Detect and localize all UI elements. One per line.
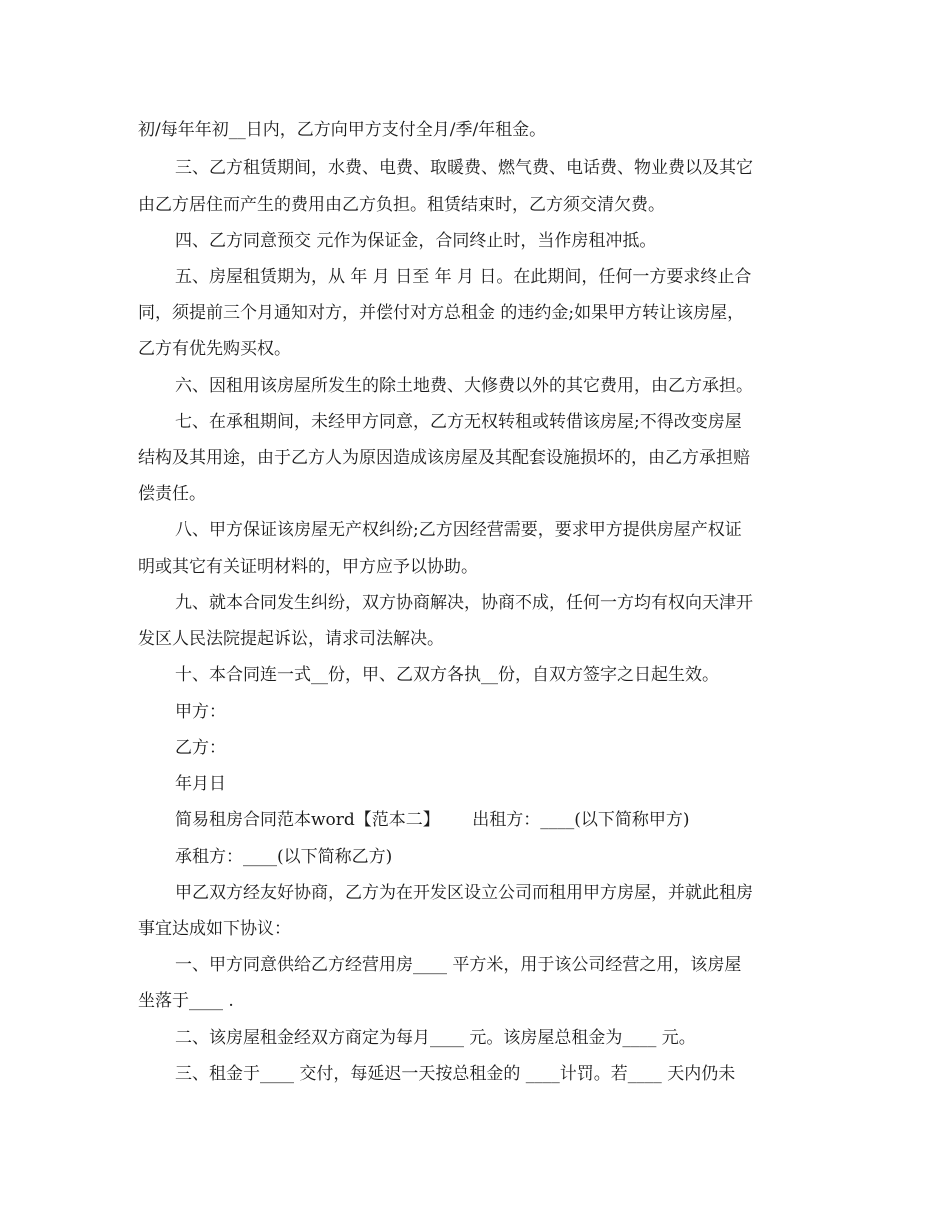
signature-date: 年月日 bbox=[175, 774, 226, 794]
text-line: 结构及其用途，由于乙方人为原因造成该房屋及其配套设施损坏的，由乙方承担赔 bbox=[138, 448, 750, 468]
section-heading-sample-two: 简易租房合同范本word【范本二】 出租方：____(以下简称甲方) bbox=[175, 810, 690, 830]
text-line: 一、甲方同意供给乙方经营用房____ 平方米，用于该公司经营之用，该房屋 bbox=[175, 955, 742, 975]
text-line: 偿责任。 bbox=[138, 484, 206, 504]
text-line: 发区人民法院提起诉讼，请求司法解决。 bbox=[138, 629, 444, 649]
text-line: 九、就本合同发生纠纷，双方协商解决，协商不成，任何一方均有权向天津开 bbox=[175, 593, 753, 613]
signature-party-a: 甲方： bbox=[175, 702, 226, 722]
text-line: 七、在承租期间，未经甲方同意，乙方无权转租或转借该房屋;不得改变房屋 bbox=[175, 412, 742, 432]
text-line: 五、房屋租赁期为，从 年 月 日至 年 月 日。在此期间，任何一方要求终止合 bbox=[175, 267, 752, 287]
text-line: 承租方：____(以下简称乙方) bbox=[175, 847, 393, 867]
text-line: 四、乙方同意预交 元作为保证金，合同终止时，当作房租冲抵。 bbox=[175, 231, 657, 251]
text-line: 初/每年年初__日内，乙方向甲方支付全月/季/年租金。 bbox=[138, 120, 547, 140]
text-line: 三、租金于____ 交付，每延迟一天按总租金的 ____计罚。若____ 天内仍未 bbox=[175, 1064, 736, 1084]
text-line: 六、因租用该房屋所发生的除土地费、大修费以外的其它费用，由乙方承担。 bbox=[175, 376, 753, 396]
text-line: 甲乙双方经友好协商，乙方为在开发区设立公司而租用甲方房屋，并就此租房 bbox=[175, 883, 753, 903]
text-line: 乙方有优先购买权。 bbox=[138, 339, 291, 359]
signature-party-b: 乙方： bbox=[175, 738, 226, 758]
text-line: 二、该房屋租金经双方商定为每月____ 元。该房屋总租金为____ 元。 bbox=[175, 1028, 696, 1048]
text-line: 明或其它有关证明材料的，甲方应予以协助。 bbox=[138, 557, 478, 577]
text-line: 事宜达成如下协议： bbox=[138, 919, 291, 939]
text-line: 同，须提前三个月通知对方，并偿付对方总租金 的违约金;如果甲方转让该房屋， bbox=[138, 303, 745, 323]
text-line: 由乙方居住而产生的费用由乙方负担。租赁结束时，乙方须交清欠费。 bbox=[138, 195, 665, 215]
text-line: 八、甲方保证该房屋无产权纠纷;乙方因经营需要，要求甲方提供房屋产权证 bbox=[175, 520, 742, 540]
text-line: 三、乙方租赁期间，水费、电费、取暖费、燃气费、电话费、物业费以及其它 bbox=[175, 158, 753, 178]
text-line: 坐落于____ . bbox=[138, 991, 234, 1011]
text-line: 十、本合同连一式__份，甲、乙双方各执__份，自双方签字之日起生效。 bbox=[175, 665, 719, 685]
